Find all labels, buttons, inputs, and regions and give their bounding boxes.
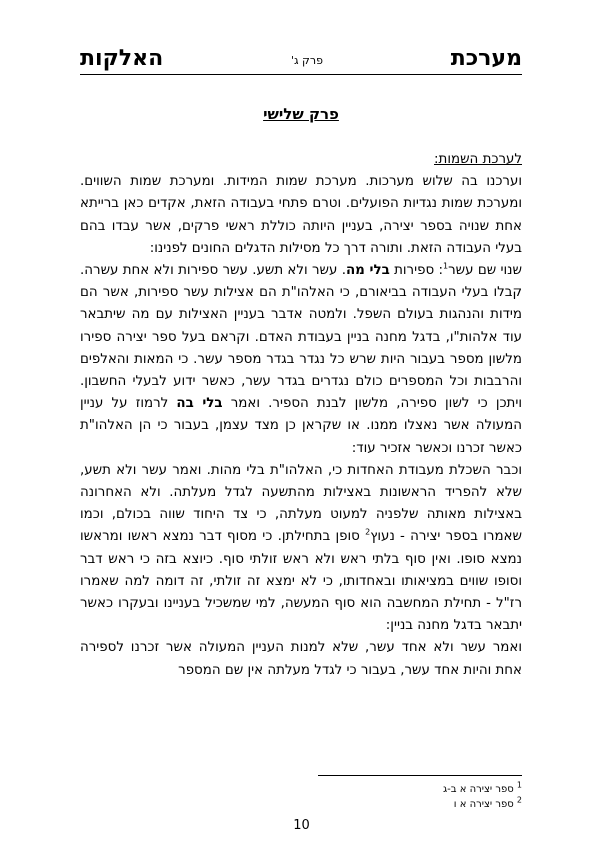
footnote-separator <box>318 775 522 776</box>
footnote-marker-2: 2 <box>365 527 371 537</box>
page-number: 10 <box>293 818 310 833</box>
p2-pre: שנוי שם עשר <box>448 263 522 279</box>
p2-bold-2: בלי בה <box>176 396 223 412</box>
p2-bold-1: בלי מה <box>345 263 390 279</box>
paragraph-3 <box>80 460 522 638</box>
p2-mid: : ספירות <box>389 263 443 279</box>
section-heading <box>80 149 522 171</box>
paragraph-4: ואמר עשר ולא אחד עשר, שלא למנות העניין המעולה אשר זכרנו לספירה אחת והיות אחד עשר, בעבור כי לגדל מעלתה אין שם המספר <box>80 640 522 678</box>
footnote-1 <box>300 782 522 797</box>
p3-post: סופן בתחילתן. כי מסוף דבר נמצא ראשו ומראשו נמצא סופו. ואין סוף בלתי ראש ולא ראש זולתי סוף. כיוצא בזה כי ראש דבר וסופו שווים במציאותו ובאחדותו, כי לא ימצא זה זולתי, זה דומה למה שאמרו רז"ל - תחילת המחשבה הוא סוף המעשה, למי שמשכיל בעניינו ובעקרו כאשר יתבאר בדגל מחנה בניין: <box>80 529 522 634</box>
footnote-1-text: ספר יצירה א ב-ג <box>443 784 514 795</box>
paragraph-1: וערכנו בה שלוש מערכות. מערכת שמות המידות. ומערכת שמות השווים. ומערכת שמות נגדיות הפועלים. וטרם פתחי בעבודה הזאת, אקדים כאן ברייתא אחת שנויה בספר יצירה, בעניין היותה כוללת ראשי פרקים, אשר עבדו בהם בעלי העבודה הזאת. ותורה דרך כל מסילות הדגלים החונים לפנינו: <box>80 174 522 256</box>
body-text <box>80 149 522 682</box>
footnotes <box>300 782 522 812</box>
running-header <box>80 44 522 75</box>
footnote-1-number: 1 <box>516 780 522 790</box>
p2-end: לרמוז על עניין המעולה אשר נאצלו ממנו. או שקראן כן מצד עצמן, בעבור כי הן האלהו"ת כאשר זכרנו וכאשר אזכיר עוד: <box>80 396 522 456</box>
p3-pre: וכבר השכלת מעבודת האחדות כי, האלהו"ת בלי מהות. ואמר עשר ולא תשע, שלא להפריד הראשונות באצילות מהתשעה לגדל מעלתה. ולא האחרונה באצילות מאותה שלפניה למעוט מעלתה, כי צד היחוד שווה בכולם, וכמו שאמרו בספר יצירה - נעוץ <box>80 462 522 545</box>
paragraph-2 <box>80 260 522 460</box>
footnote-2-number: 2 <box>516 795 522 805</box>
chapter-title: פרק שלישי <box>263 105 339 123</box>
p2-post: . עשר ולא תשע. עשר ספירות ולא אחת עשרה. קבלו בעלי העבודה בביאורם, כי האלהו"ת הם אצילות עשר ספירות, אשר הם מידות והנהגות בעולם השפל. ולמטה אדבר בעניין האצילות עם מה שיתבאר עוד אלהות"ו, בדגל מחנה בניין בעבודת האדם. וקראם בעל ספר יצירה ספירו מלשון מספר בעבור היות שרש כל נגדר בגדר מספר עשר. כי המאות והאלפים והרבבות וכל המספרים כולם נגדרים בגדר עשר, כאשר ידוע לבעלי החשבון. ויתכן כי לשון ספירה, מלשון לבנת הספיר. ואמר <box>80 263 522 412</box>
footnote-marker-1: 1 <box>442 261 449 271</box>
footnote-2-text: ספר יצירה א ו <box>453 799 514 810</box>
section-heading-text: לערכת השמות: <box>434 152 522 167</box>
header-title-right: מערכת <box>450 46 522 71</box>
header-chapter-label: פרק ג' <box>291 54 323 67</box>
footnote-2 <box>300 797 522 812</box>
header-title-left: האלקות <box>80 46 164 71</box>
